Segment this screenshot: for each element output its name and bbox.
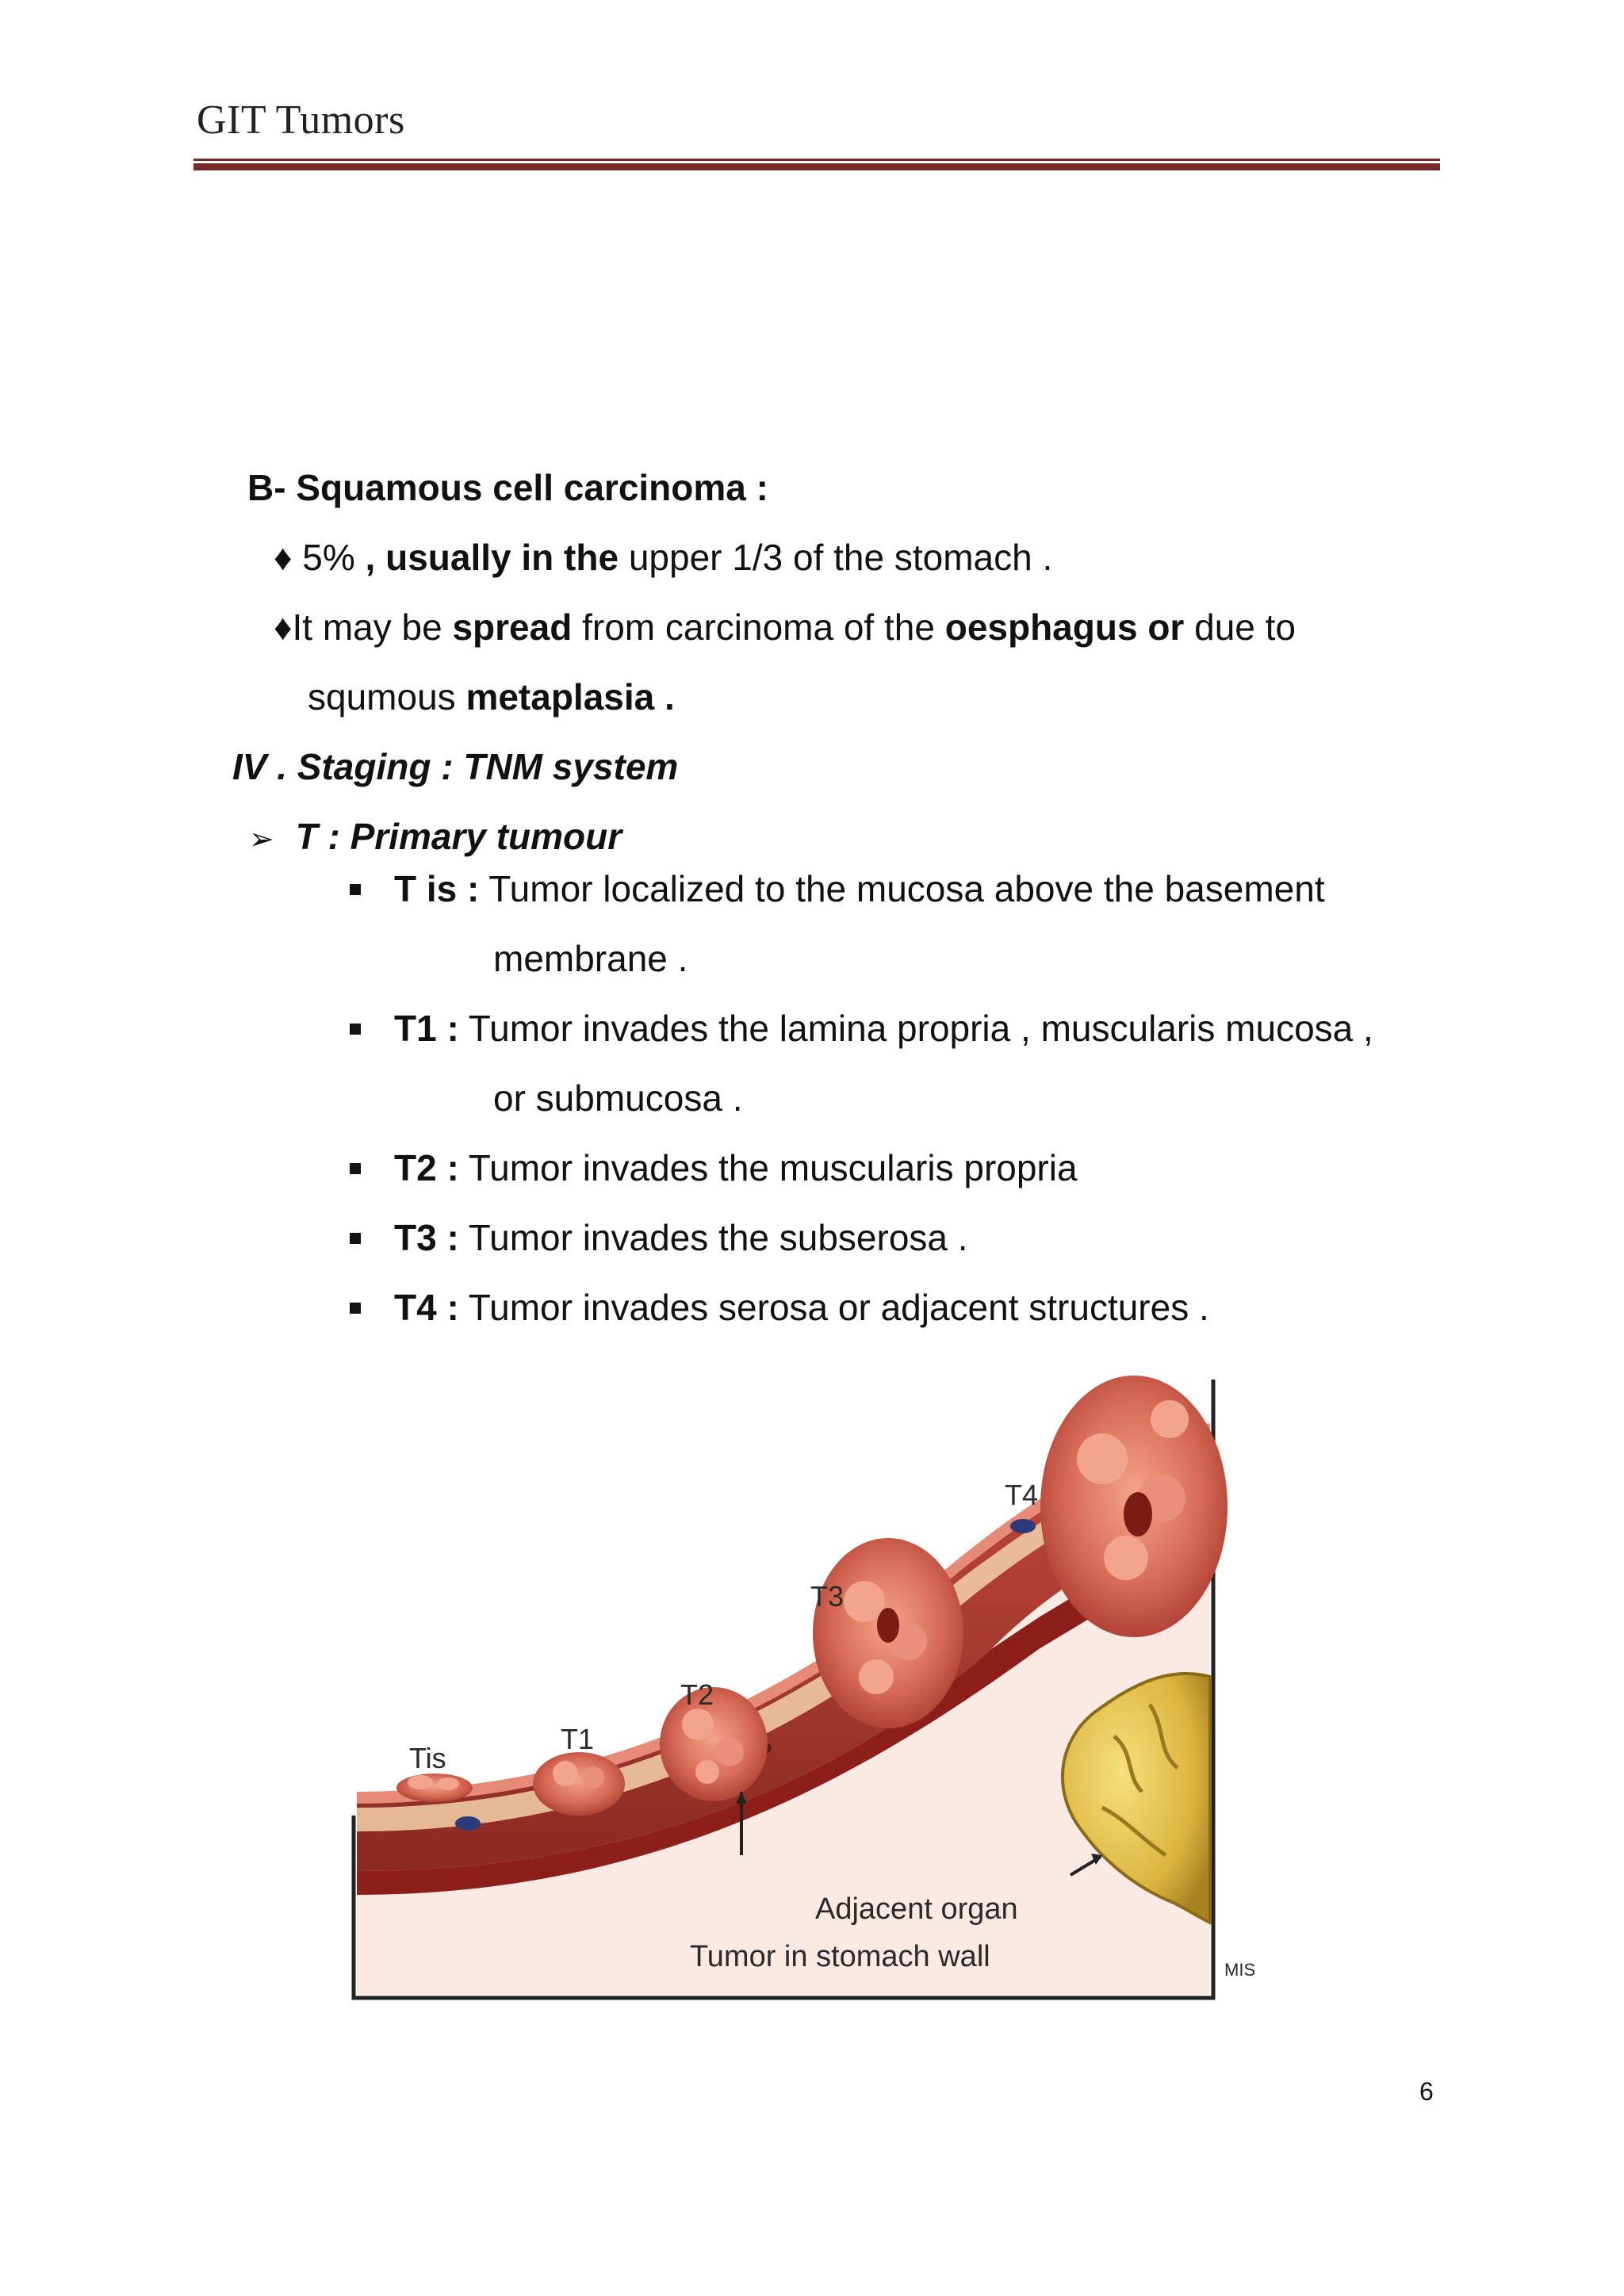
t4-item: T4 : Tumor invades serosa or adjacent structures .: [394, 1287, 1209, 1328]
label-t4: T4: [1005, 1479, 1039, 1511]
diamond-bullet-icon: ♦: [274, 607, 293, 648]
bullet-spread-continuation: squmous metaplasia .: [308, 676, 675, 718]
t1-item: T1 : Tumor invades the lamina propria , muscularis mucosa ,: [394, 1008, 1373, 1049]
t3-item: T3 : Tumor invades the subserosa .: [394, 1217, 968, 1258]
square-bullet-icon: [350, 1163, 361, 1174]
label-tumor-in-stomach-wall: Tumor in stomach wall: [690, 1940, 990, 1973]
t-is-continuation: membrane .: [493, 938, 688, 979]
t2-item: T2 : Tumor invades the muscularis propria: [394, 1147, 1078, 1188]
tumor-tis: [396, 1774, 473, 1802]
square-bullet-icon: [350, 1303, 361, 1314]
t-is-item: T is : Tumor localized to the mucosa above the basement: [394, 868, 1325, 909]
bullet-5-percent: ♦ 5% , usually in the upper 1/3 of the stomach .: [274, 537, 1053, 578]
staging-heading: IV . Staging : TNM system: [232, 746, 679, 787]
header-rule-thin: [193, 159, 1440, 161]
label-t3: T3: [810, 1580, 845, 1613]
bullet-spread: ♦It may be spread from carcinoma of the oesphagus or due to: [274, 607, 1297, 648]
label-adjacent-organ: Adjacent organ: [815, 1892, 1018, 1926]
tnm-staging-illustration: [341, 1364, 1269, 2014]
primary-tumour-subheading: ➢ T : Primary tumour: [249, 816, 622, 857]
label-t2: T2: [680, 1678, 714, 1711]
label-t1: T1: [561, 1723, 595, 1755]
vessel: [455, 1816, 481, 1831]
square-bullet-icon: [350, 1024, 361, 1035]
page-number: 6: [1419, 2077, 1434, 2106]
diamond-bullet-icon: ♦: [274, 537, 293, 578]
t1-continuation: or submucosa .: [493, 1077, 743, 1119]
page-header-title: GIT Tumors: [197, 98, 405, 143]
illustrator-signature: MIS: [1224, 1960, 1256, 1980]
vessel: [1010, 1519, 1036, 1533]
label-tis: Tis: [409, 1742, 446, 1774]
square-bullet-icon: [350, 884, 361, 895]
tumor-t3: [813, 1538, 963, 1728]
header-rule-thick: [193, 163, 1440, 170]
tumor-t1: [533, 1752, 625, 1816]
square-bullet-icon: [350, 1233, 361, 1244]
tumor-t4: [1040, 1376, 1228, 1637]
section-b-heading: B- Squamous cell carcinoma :: [247, 467, 768, 508]
arrow-bullet-icon: ➢: [249, 821, 274, 856]
